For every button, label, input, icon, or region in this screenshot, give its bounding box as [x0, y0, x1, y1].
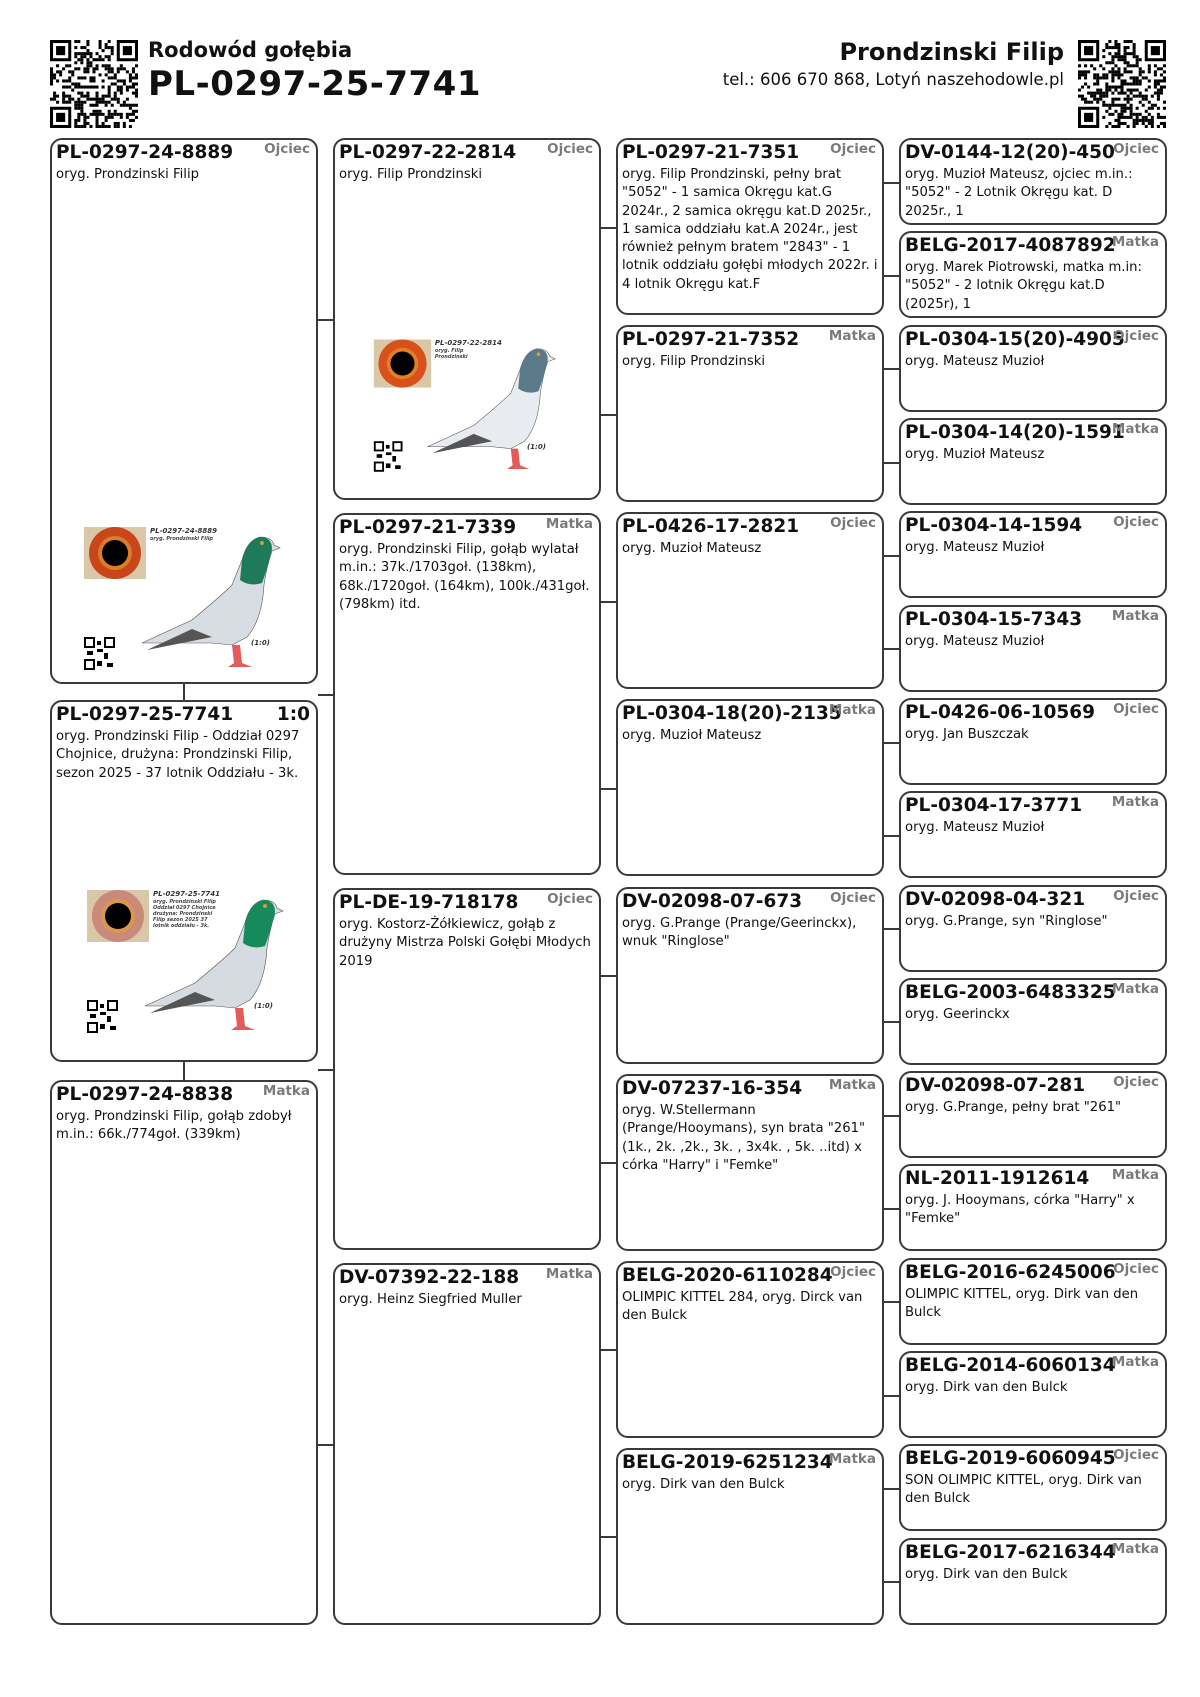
ring-number: BELG-2020-6110284	[622, 1265, 833, 1286]
ring-number: PL-0297-22-2814	[339, 142, 517, 163]
pigeon-card-gen4-mother[interactable]	[899, 605, 1167, 692]
pigeon-description: OLIMPIC KITTEL, oryg. Dirk van den Bulck	[905, 1287, 1139, 1321]
pigeon-card-gen4-mother[interactable]	[899, 978, 1167, 1065]
connector-line	[601, 1162, 616, 1164]
ring-number: DV-02098-04-321	[905, 889, 1086, 910]
page-title: Rodowód gołębia	[148, 38, 353, 62]
parent-role-label: Ojciec	[547, 891, 593, 907]
ring-number: PL-DE-19-718178	[339, 892, 519, 913]
connector-line	[318, 694, 333, 696]
pigeon-card-gen4-father[interactable]	[899, 325, 1167, 412]
connector-line	[884, 928, 899, 930]
pigeon-card-gen4-mother[interactable]	[899, 791, 1167, 878]
connector-line	[884, 1581, 899, 1583]
pigeon-card-gen4-mother[interactable]	[899, 231, 1167, 318]
pigeon-description: oryg. Mateusz Muzioł	[905, 354, 1045, 369]
parent-role-label: Ojciec	[1113, 888, 1159, 904]
connector-line	[884, 1208, 899, 1210]
pigeon-description: oryg. Heinz Siegfried Muller	[339, 1292, 522, 1307]
parent-role-label: Matka	[1111, 794, 1159, 810]
connector-line	[884, 368, 899, 370]
pigeon-card-gen3-mother[interactable]	[616, 1448, 884, 1625]
photo-caption: oryg. Prondzinski Filip	[150, 536, 214, 542]
pigeon-card-gen4-father[interactable]	[899, 1071, 1167, 1158]
pigeon-description: oryg. Prondzinski Filip, gołąb wylatał m.in.: 37k./1703goł. (138km), 68k./1720goł. (164km), 100k./431goł. (798km) itd.	[339, 542, 590, 612]
parent-role-label: Matka	[1111, 1541, 1159, 1557]
pigeon-description: oryg. Muzioł Mateusz	[622, 541, 762, 556]
parent-role-label: Matka	[828, 1077, 876, 1093]
parent-role-label: Ojciec	[830, 1264, 876, 1280]
pigeon-description: oryg. Geerinckx	[905, 1007, 1010, 1022]
pigeon-photo-subject	[85, 888, 285, 1038]
parent-role-label: Matka	[1111, 1354, 1159, 1370]
pigeon-description: oryg. Mateusz Muzioł	[905, 540, 1045, 555]
photo-ring-number: PL-0297-25-7741	[153, 890, 221, 898]
pigeon-card-gen2-mother[interactable]	[333, 1263, 601, 1625]
ring-number: PL-0426-17-2821	[622, 516, 800, 537]
pigeon-description: SON OLIMPIC KITTEL, oryg. Dirk van den Bulck	[905, 1473, 1142, 1507]
parent-role-label: Ojciec	[830, 141, 876, 157]
ring-number: BELG-2017-4087892	[905, 235, 1116, 256]
ring-number: PL-0304-15-7343	[905, 609, 1083, 630]
parent-role-label: Matka	[1111, 1167, 1159, 1183]
pigeon-description: oryg. Filip Prondzinski	[339, 167, 482, 182]
eye-icon	[84, 527, 146, 579]
pigeon-description: oryg. G.Prange, syn "Ringlose"	[905, 914, 1108, 929]
pigeon-card-gen4-mother[interactable]	[899, 1351, 1167, 1438]
ring-number: BELG-2014-6060134	[905, 1355, 1116, 1376]
photo-caption: oryg. Prondzinski Filip Oddział 0297 Chojnice drużyna: Prondzinski Filip sezon 2025 37 lotnik oddziału - 3k.	[153, 899, 217, 929]
parent-role-label: Matka	[1111, 421, 1159, 437]
pigeon-card-gen4-father[interactable]	[899, 511, 1167, 598]
ring-number: PL-0297-25-7741	[56, 704, 234, 725]
ring-number: PL-0304-14-1594	[905, 515, 1083, 536]
connector-line	[884, 648, 899, 650]
ring-number: PL-0297-21-7351	[622, 142, 800, 163]
connector-line	[884, 275, 899, 277]
photo-sex-label: (1:0)	[254, 1002, 273, 1010]
pigeon-description: oryg. Filip Prondzinski, pełny brat "5052" - 1 samica Okręgu kat.G 2024r., 2 samica okręgu kat.D 2025r., 1 samica oddziału kat.A 2024r., jest również pełnym bratem "2843" - 1 lotnik oddziału gołębi młodych 2022r. i 4 lotnik Okręgu kat.F	[622, 167, 878, 292]
parent-role-label: Ojciec	[547, 141, 593, 157]
pigeon-card-gen4-father[interactable]	[899, 1444, 1167, 1531]
qr-code-icon	[84, 637, 116, 671]
pigeon-card-gen3-father[interactable]	[616, 512, 884, 689]
pigeon-card-gen4-father[interactable]	[899, 698, 1167, 785]
connector-line	[601, 788, 616, 790]
connector-line	[884, 1395, 899, 1397]
owner-contact: tel.: 606 670 868, Lotyń naszehodowle.pl	[722, 70, 1064, 89]
subject-ring-number: PL-0297-25-7741	[148, 64, 481, 104]
pigeon-icon	[142, 537, 280, 667]
ring-number: PL-0304-14(20)-1591	[905, 422, 1125, 443]
pigeon-description: oryg. W.Stellermann (Prange/Hooymans), syn brata "261" (1k., 2k. ,2k., 3k. , 3x4k. , 5k. ..itd) x córka "Harry" i "Femke"	[622, 1103, 866, 1173]
parent-role-label: Ojciec	[1113, 514, 1159, 530]
pigeon-description: oryg. Jan Buszczak	[905, 727, 1029, 742]
pigeon-description: oryg. Dirk van den Bulck	[905, 1380, 1068, 1395]
owner-name: Prondzinski Filip	[839, 38, 1064, 66]
pigeon-description: oryg. J. Hooymans, córka "Harry" x "Femke"	[905, 1193, 1135, 1227]
pigeon-description: oryg. Muzioł Mateusz	[622, 728, 762, 743]
ring-number: PL-0304-15(20)-4905	[905, 329, 1125, 350]
connector-line	[601, 1349, 616, 1351]
ring-number: BELG-2019-6251234	[622, 1452, 833, 1473]
connector-line	[601, 601, 616, 603]
pigeon-description: oryg. Dirk van den Bulck	[905, 1567, 1068, 1582]
ring-number: NL-2011-1912614	[905, 1168, 1090, 1189]
eye-icon	[374, 339, 431, 387]
ring-number: DV-02098-07-673	[622, 891, 803, 912]
connector-line	[318, 1444, 333, 1446]
pigeon-card-gen3-father[interactable]	[616, 887, 884, 1064]
pigeon-description: oryg. G.Prange, pełny brat "261"	[905, 1100, 1122, 1115]
pigeon-card-gen2-father[interactable]	[333, 888, 601, 1250]
ring-number: BELG-2003-6483325	[905, 982, 1116, 1003]
connector-line	[884, 1115, 899, 1117]
pigeon-description: oryg. Prondzinski Filip, gołąb zdobył m.in.: 66k./774goł. (339km)	[56, 1109, 292, 1143]
pigeon-card-gen4-father[interactable]	[899, 885, 1167, 972]
connector-line	[601, 1536, 616, 1538]
connector-line	[884, 182, 899, 184]
ring-number: DV-02098-07-281	[905, 1075, 1086, 1096]
qr-code-icon	[87, 1000, 119, 1034]
pigeon-description: oryg. Mateusz Muzioł	[905, 820, 1045, 835]
connector-line	[884, 555, 899, 557]
parent-role-label: Ojciec	[1113, 1447, 1159, 1463]
parent-role-label: Ojciec	[264, 141, 310, 157]
parent-role-label: Matka	[828, 328, 876, 344]
parent-role-label: Matka	[1111, 234, 1159, 250]
connector-line	[601, 414, 616, 416]
pigeon-description: oryg. Muzioł Mateusz	[905, 447, 1045, 462]
pigeon-card-gen4-father[interactable]	[899, 1258, 1167, 1345]
parent-role-label: Ojciec	[830, 515, 876, 531]
ring-number: PL-0297-21-7339	[339, 517, 517, 538]
pigeon-card-gen4-father[interactable]	[899, 138, 1167, 225]
ring-number: PL-0297-24-8838	[56, 1084, 234, 1105]
qr-code-left-icon	[50, 40, 138, 128]
qr-code-icon	[374, 441, 404, 472]
pigeon-description: oryg. Dirk van den Bulck	[622, 1477, 785, 1492]
ring-number: BELG-2019-6060945	[905, 1448, 1116, 1469]
parent-role-label: Matka	[1111, 608, 1159, 624]
pigeon-description: OLIMPIC KITTEL 284, oryg. Dirck van den Bulck	[622, 1290, 863, 1324]
eye-icon	[87, 890, 149, 942]
parent-role-label: Matka	[828, 702, 876, 718]
ring-number: PL-0297-21-7352	[622, 329, 800, 350]
pigeon-card-gen3-mother[interactable]	[616, 1074, 884, 1251]
parent-role-label: Matka	[545, 516, 593, 532]
connector-line	[318, 1069, 333, 1071]
pigeon-description: oryg. Prondzinski Filip	[56, 167, 199, 182]
parent-role-label: Ojciec	[1113, 141, 1159, 157]
pigeon-card-mother[interactable]	[50, 1080, 318, 1625]
ring-number: DV-07392-22-188	[339, 1267, 520, 1288]
connector-line	[601, 227, 616, 229]
connector-line	[601, 975, 616, 977]
pigeon-description: oryg. Muzioł Mateusz, ojciec m.in.: "5052" - 2 Lotnik Okręgu kat. D 2025r., 1	[905, 167, 1133, 219]
parent-role-label: Matka	[262, 1083, 310, 1099]
pigeon-card-gen3-father[interactable]	[616, 1261, 884, 1438]
pigeon-description: oryg. Marek Piotrowski, matka m.in: "5052" - 2 lotnik Okręgu kat.D (2025r), 1	[905, 260, 1142, 312]
ring-number: BELG-2017-6216344	[905, 1542, 1116, 1563]
photo-ring-number: PL-0297-22-2814	[434, 339, 502, 347]
photo-sex-label: (1:0)	[526, 443, 546, 452]
ring-number: PL-0304-18(20)-2135	[622, 703, 842, 724]
connector-line	[318, 319, 333, 321]
photo-sex-label: (1:0)	[251, 639, 270, 647]
connector-line	[884, 1021, 899, 1023]
pigeon-description: oryg. Kostorz-Żółkiewicz, gołąb z drużyny Mistrza Polski Gołębi Młodych 2019	[339, 917, 591, 969]
pigeon-card-gen2-mother[interactable]	[333, 513, 601, 875]
qr-code-right-icon	[1078, 40, 1166, 128]
pigeon-description: oryg. Filip Prondzinski	[622, 354, 765, 369]
pigeon-card-gen4-mother[interactable]	[899, 418, 1167, 505]
pigeon-description: oryg. Prondzinski Filip - Oddział 0297 Chojnice, drużyna: Prondzinski Filip, sezon 2025 - 37 lotnik Oddziału - 3k.	[56, 729, 300, 781]
parent-role-label: Ojciec	[1113, 1261, 1159, 1277]
parent-role-label: Matka	[1111, 981, 1159, 997]
ring-number: PL-0426-06-10569	[905, 702, 1095, 723]
ring-number: DV-07237-16-354	[622, 1078, 803, 1099]
connector-line	[884, 1301, 899, 1303]
sex-label: 1:0	[276, 704, 310, 725]
pigeon-photo-gen2-father	[372, 337, 557, 477]
connector-line	[884, 1488, 899, 1490]
pigeon-description: oryg. G.Prange (Prange/Geerinckx), wnuk "Ringlose"	[622, 916, 857, 950]
photo-caption: oryg. Filip Prondzinski	[434, 348, 468, 360]
parent-role-label: Matka	[828, 1451, 876, 1467]
connector-line	[884, 742, 899, 744]
pigeon-card-gen4-mother[interactable]	[899, 1538, 1167, 1625]
ring-number: DV-0144-12(20)-450	[905, 142, 1115, 163]
parent-role-label: Ojciec	[1113, 1074, 1159, 1090]
connector-line	[183, 1062, 185, 1080]
connector-line	[884, 835, 899, 837]
pigeon-card-gen3-father[interactable]	[616, 138, 884, 315]
parent-role-label: Ojciec	[1113, 328, 1159, 344]
pigeon-description: oryg. Mateusz Muzioł	[905, 634, 1045, 649]
pigeon-card-gen4-mother[interactable]	[899, 1164, 1167, 1251]
pigeon-card-gen3-mother[interactable]	[616, 699, 884, 876]
parent-role-label: Ojciec	[1113, 701, 1159, 717]
ring-number: BELG-2016-6245006	[905, 1262, 1116, 1283]
parent-role-label: Ojciec	[830, 890, 876, 906]
photo-ring-number: PL-0297-24-8889	[150, 527, 218, 535]
pigeon-photo-father	[82, 525, 282, 675]
ring-number: PL-0297-24-8889	[56, 142, 234, 163]
connector-line	[183, 684, 185, 700]
ring-number: PL-0304-17-3771	[905, 795, 1083, 816]
pigeon-card-gen3-mother[interactable]	[616, 325, 884, 502]
connector-line	[884, 462, 899, 464]
parent-role-label: Matka	[545, 1266, 593, 1282]
